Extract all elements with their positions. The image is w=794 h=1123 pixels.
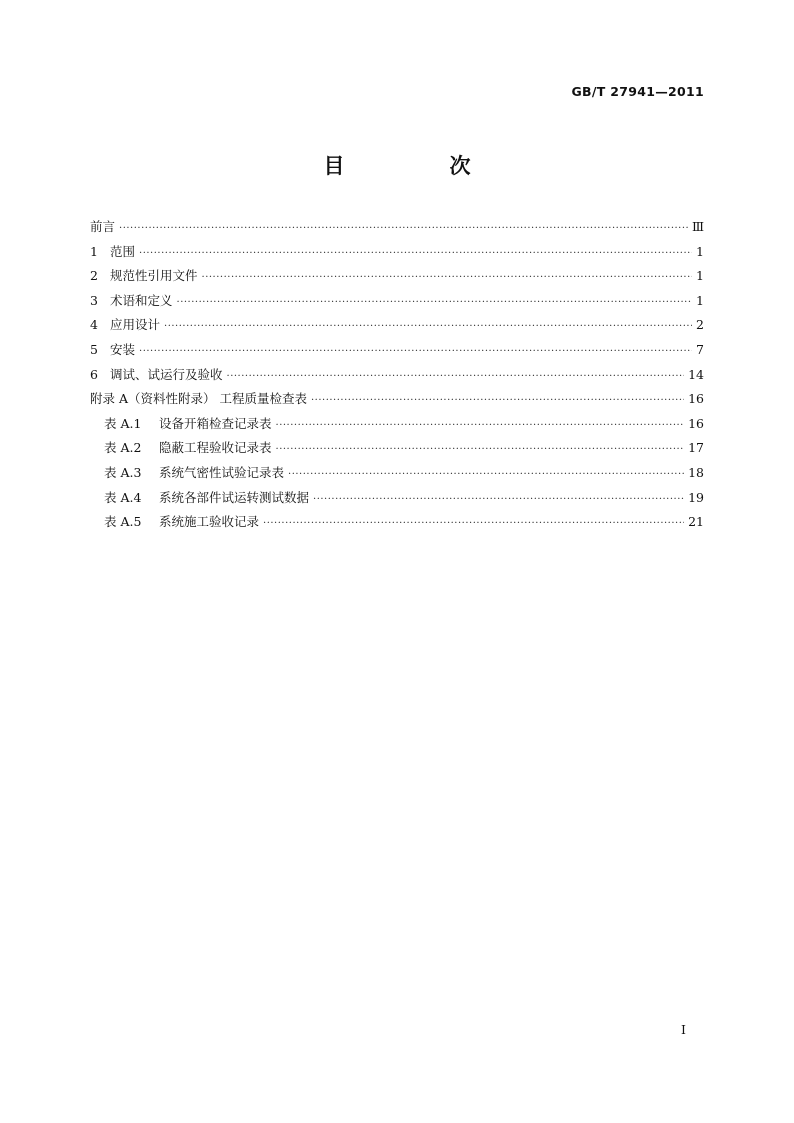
dot-leader <box>139 242 692 267</box>
toc-entry-page: 2 <box>696 317 704 333</box>
toc-entry-label: 规范性引用文件 <box>110 268 198 284</box>
toc-entry[interactable] <box>90 510 704 535</box>
dot-leader <box>276 414 685 439</box>
toc-entry[interactable] <box>90 363 704 388</box>
toc-entry-page: 17 <box>688 440 704 456</box>
toc-entry-page: 14 <box>688 366 704 382</box>
toc-entry-page: 7 <box>696 341 704 357</box>
toc-entry-page: 1 <box>696 243 704 259</box>
toc-entry-label: 附录 A（资料性附录） 工程质量检查表 <box>90 391 307 407</box>
toc-entry-page: 18 <box>688 464 704 480</box>
toc-entry-label: 范围 <box>110 243 136 259</box>
toc-entry-number: 表 A.4 <box>104 489 142 505</box>
standard-code: GB/T 27941—2011 <box>571 84 704 99</box>
dot-leader <box>177 291 693 316</box>
toc-entry-number: 表 A.2 <box>104 440 142 456</box>
toc-entry[interactable] <box>90 289 704 314</box>
page-number: I <box>681 1022 686 1037</box>
toc-entry[interactable] <box>90 264 704 289</box>
toc-entry[interactable] <box>90 387 704 412</box>
toc-entry-number: 表 A.5 <box>104 514 142 530</box>
toc-entry-label: 设备开箱检查记录表 <box>159 415 272 431</box>
toc-entry[interactable] <box>90 486 704 511</box>
page-title: 目 次 <box>323 154 513 178</box>
toc-entry-page: 1 <box>696 268 704 284</box>
toc-entry-label: 系统施工验收记录 <box>159 514 260 530</box>
toc-entry[interactable] <box>90 338 704 363</box>
toc-entry-label: 术语和定义 <box>110 292 173 308</box>
toc-entry-number: 3 <box>90 292 98 308</box>
toc-entry-label: 系统各部件试运转测试数据 <box>159 489 310 505</box>
toc-entry[interactable] <box>90 412 704 437</box>
dot-leader <box>164 315 692 340</box>
dot-leader <box>263 512 684 537</box>
dot-leader <box>276 438 685 463</box>
dot-leader <box>139 340 692 365</box>
toc-entry-number: 6 <box>90 366 98 382</box>
dot-leader <box>202 266 693 291</box>
toc-entry-label: 前言 <box>90 219 116 234</box>
toc-entry-number: 4 <box>90 317 98 333</box>
toc-entry-label: 隐蔽工程验收记录表 <box>159 440 272 456</box>
toc-entry-number: 表 A.1 <box>104 415 142 431</box>
toc-entry-page: 19 <box>688 489 704 505</box>
toc-entry-label: 应用设计 <box>110 317 161 333</box>
toc-entry-page: 16 <box>688 415 704 431</box>
toc-entry-label: 系统气密性试验记录表 <box>159 464 285 480</box>
toc-entry[interactable] <box>90 240 704 265</box>
toc-entry-number: 表 A.3 <box>104 464 142 480</box>
dot-leader <box>311 389 684 414</box>
toc-entry-number: 5 <box>90 341 98 357</box>
toc-entry[interactable] <box>90 436 704 461</box>
dot-leader <box>119 217 688 242</box>
toc-entry[interactable] <box>90 313 704 338</box>
toc-entry[interactable] <box>90 215 704 240</box>
dot-leader <box>227 365 685 390</box>
toc-entry-label: 安装 <box>110 341 136 357</box>
toc-entry-number: 2 <box>90 268 98 284</box>
dot-leader <box>288 463 684 488</box>
toc-entry-number: 1 <box>90 243 98 259</box>
toc-entry-page: 21 <box>688 514 704 530</box>
toc-entry[interactable] <box>90 461 704 486</box>
dot-leader <box>313 488 684 513</box>
toc-entry-page: 16 <box>688 391 704 407</box>
toc-entry-page: 1 <box>696 292 704 308</box>
toc-entry-label: 调试、试运行及验收 <box>110 366 223 382</box>
table-of-contents <box>90 215 704 535</box>
toc-entry-page: Ⅲ <box>691 219 704 234</box>
